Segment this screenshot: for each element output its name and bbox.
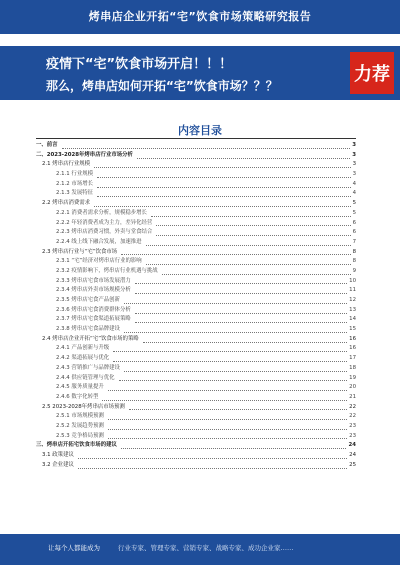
toc-entry-label: 2.4.3 营销推广与品牌建设 [56, 364, 122, 374]
toc-entry-label: 2.4.4 供应链管理与优化 [56, 374, 117, 384]
toc-entry-label: 2.3.8 烤串店宅食品牌建设 [56, 325, 122, 335]
toc-leader-dots [78, 463, 347, 469]
toc-leader-dots [135, 278, 347, 284]
toc-page-number: 4 [352, 190, 356, 197]
toc-page-number: 3 [352, 161, 356, 168]
toc-entry-label: 2.2.1 消费者需求分析，规模稳步增长 [56, 209, 149, 219]
toc-entry[interactable] [36, 170, 356, 180]
toc-entry[interactable] [36, 277, 356, 287]
toc-entry[interactable] [36, 306, 356, 316]
toc-page-number: 21 [349, 393, 356, 400]
toc-leader-dots [129, 404, 347, 410]
toc-entry[interactable] [36, 393, 356, 403]
toc-leader-dots [97, 191, 351, 197]
toc-entry[interactable] [36, 209, 356, 219]
toc-leader-dots [108, 385, 347, 391]
toc-entry[interactable] [36, 441, 356, 451]
toc-entry-label: 2.4 烤串店企业开拓“宅”饮食市场的策略 [42, 335, 141, 345]
toc-page-number: 22 [349, 403, 356, 410]
toc-page-number: 23 [349, 422, 356, 429]
toc-leader-dots [124, 366, 347, 372]
table-of-contents [36, 141, 356, 470]
toc-page-number: 16 [349, 335, 356, 342]
toc-leader-dots [151, 211, 351, 217]
toc-entry-label: 一、前言 [36, 141, 60, 151]
toc-entry-label: 2.2.4 线上线下融合发展，加速推进 [56, 238, 144, 248]
toc-leader-dots [113, 346, 347, 352]
toc-leader-dots [121, 443, 347, 449]
toc-entry-label: 2.5.1 市场规模预测 [56, 412, 106, 422]
toc-entry-label: 2.4.5 服务质量提升 [56, 383, 106, 393]
toc-entry-label: 2.1.3 发展特征 [56, 189, 95, 199]
toc-page-number: 12 [349, 297, 356, 303]
toc-leader-dots [78, 453, 347, 459]
toc-leader-dots [135, 308, 347, 314]
toc-entry-label: 2.5.2 发展趋势预测 [56, 422, 106, 432]
toc-entry-label: 2.4.2 渠道拓展与优化 [56, 354, 111, 364]
toc-page-number: 25 [349, 461, 356, 468]
toc-entry[interactable] [36, 403, 356, 413]
toc-entry[interactable] [36, 267, 356, 277]
toc-leader-dots [119, 375, 348, 381]
toc-leader-dots [124, 327, 347, 333]
toc-leader-dots [108, 424, 347, 430]
toc-entry-label: 2.3.4 烤串店外卖市场规模分析 [56, 286, 133, 296]
toc-entry-label: 2.5 2023-2028年烤串店市场预测 [42, 403, 127, 413]
toc-page-number: 5 [352, 209, 356, 216]
toc-leader-dots [108, 414, 347, 420]
toc-entry-label: 2.4.1 产品创新与升级 [56, 344, 111, 354]
toc-page-number: 22 [349, 413, 356, 420]
toc-entry[interactable] [36, 238, 356, 248]
toc-leader-dots [135, 288, 347, 294]
toc-entry[interactable] [36, 422, 356, 432]
toc-leader-dots [94, 162, 351, 168]
promo-subheadline: 那么，烤串店如何开拓“宅”饮食市场？？？ [46, 79, 278, 93]
toc-entry[interactable] [36, 286, 356, 296]
toc-page-number: 14 [349, 316, 356, 323]
toc-entry-label: 二、2023-2028年烤串店行业市场分析 [36, 151, 135, 161]
toc-page-number: 17 [349, 355, 356, 362]
toc-entry[interactable] [36, 451, 356, 461]
toc-entry[interactable] [36, 151, 356, 161]
toc-leader-dots [156, 220, 350, 226]
toc-page-number: 5 [352, 200, 356, 207]
toc-entry-label: 2.3.2 疫情影响下，烤串店行业机遇与挑战 [56, 267, 160, 277]
toc-entry-label: 3.2 企业建议 [42, 461, 76, 471]
toc-leader-dots [124, 298, 347, 304]
recommend-badge: 力荐 [350, 52, 394, 94]
toc-entry[interactable] [36, 228, 356, 238]
toc-entry-label: 三、烤串店开拓宅饮食市场的建议 [36, 441, 119, 451]
toc-leader-dots [137, 153, 350, 159]
toc-entry[interactable] [36, 335, 356, 345]
footer-expert-list: 行业专家、管理专家、营销专家、战略专家、成功企业家…… [118, 544, 294, 552]
toc-leader-dots [62, 143, 351, 149]
toc-leader-dots [121, 249, 350, 255]
toc-leader-dots [108, 433, 347, 439]
toc-entry[interactable] [36, 141, 356, 151]
footer-slogan: 让每个人都能成为 [48, 544, 100, 552]
toc-entry-label: 2.1.1 行业规模 [56, 170, 95, 180]
toc-entry[interactable] [36, 432, 356, 442]
toc-page-number: 7 [352, 238, 356, 245]
toc-page-number: 20 [349, 384, 356, 391]
toc-page-number: 3 [352, 151, 356, 158]
toc-entry[interactable] [36, 364, 356, 374]
toc-entry-label: 2.1.2 市场增长 [56, 180, 95, 190]
toc-page-number: 3 [352, 142, 356, 148]
toc-entry-label: 2.3.6 烤串店宅食消费群体分析 [56, 306, 133, 316]
toc-entry[interactable] [36, 257, 356, 267]
toc-top-rule [36, 138, 356, 139]
toc-entry-label: 2.4.6 数字化转型 [56, 393, 100, 403]
toc-page-number: 10 [349, 277, 356, 284]
toc-entry-label: 2.5.3 竞争格局预测 [56, 432, 106, 442]
toc-page-number: 8 [352, 258, 356, 265]
toc-entry-label: 3.1 政策建议 [42, 451, 76, 461]
toc-entry[interactable] [36, 180, 356, 190]
toc-entry-label: 2.2.2 年轻消费者成为主力，差异化经营 [56, 219, 154, 229]
toc-entry[interactable] [36, 219, 356, 229]
toc-page-number: 6 [352, 229, 356, 236]
toc-entry-label: 2.2.3 烤串店消费习惯，外卖与堂食结合 [56, 228, 154, 238]
toc-entry-label: 2.3.5 烤串店宅食产品创新 [56, 296, 122, 306]
toc-page-number: 18 [349, 364, 356, 371]
toc-leader-dots [94, 201, 351, 207]
toc-entry[interactable] [36, 354, 356, 364]
toc-page-number: 13 [349, 306, 356, 313]
toc-leader-dots [97, 182, 351, 188]
toc-leader-dots [146, 240, 351, 246]
toc-leader-dots [97, 172, 351, 178]
toc-page-number: 16 [349, 345, 356, 352]
promo-headline: 疫情下“宅”饮食市场开启！！！ [46, 57, 233, 72]
toc-entry[interactable] [36, 383, 356, 393]
toc-page-number: 15 [349, 326, 356, 333]
toc-leader-dots [162, 269, 351, 275]
toc-leader-dots [113, 356, 347, 362]
toc-page-number: 11 [349, 287, 356, 294]
toc-page-number: 4 [352, 180, 356, 187]
toc-page-number: 3 [352, 171, 356, 178]
toc-entry[interactable] [36, 344, 356, 354]
toc-leader-dots [135, 317, 347, 323]
toc-entry-label: 2.2 烤串店消费需求 [42, 199, 92, 209]
toc-entry[interactable] [36, 461, 356, 471]
toc-entry[interactable] [36, 374, 356, 384]
toc-heading: 内容目录 [178, 124, 222, 137]
toc-page-number: 24 [348, 442, 356, 449]
toc-page-number: 6 [352, 219, 356, 226]
toc-leader-dots [156, 230, 350, 236]
toc-entry-label: 2.3.7 烤串店宅食渠道拓展策略 [56, 315, 133, 325]
toc-entry[interactable] [36, 325, 356, 335]
toc-page-number: 24 [349, 452, 356, 458]
toc-page-number: 9 [352, 267, 356, 274]
toc-leader-dots [143, 337, 347, 343]
toc-entry[interactable] [36, 199, 356, 209]
toc-entry-label: 2.3.1 “宅”经济对烤串店行业的影响 [56, 257, 144, 267]
toc-page-number: 19 [349, 374, 356, 381]
toc-entry[interactable] [36, 315, 356, 325]
toc-entry-label: 2.1 烤串店行业规模 [42, 160, 92, 170]
toc-page-number: 23 [349, 432, 356, 439]
toc-page-number: 8 [352, 248, 356, 255]
toc-entry[interactable] [36, 296, 356, 306]
toc-entry[interactable] [36, 160, 356, 170]
toc-entry-label: 2.3.3 烤串店宅食市场发展潜力 [56, 277, 133, 287]
toc-leader-dots [146, 259, 351, 265]
toc-entry[interactable] [36, 412, 356, 422]
toc-entry-label: 2.3 烤串店行业与“宅”饮食市场 [42, 248, 119, 258]
report-title: 烤串店企业开拓“宅”饮食市场策略研究报告 [88, 10, 312, 23]
toc-leader-dots [102, 395, 347, 401]
toc-entry[interactable] [36, 248, 356, 258]
toc-entry[interactable] [36, 189, 356, 199]
